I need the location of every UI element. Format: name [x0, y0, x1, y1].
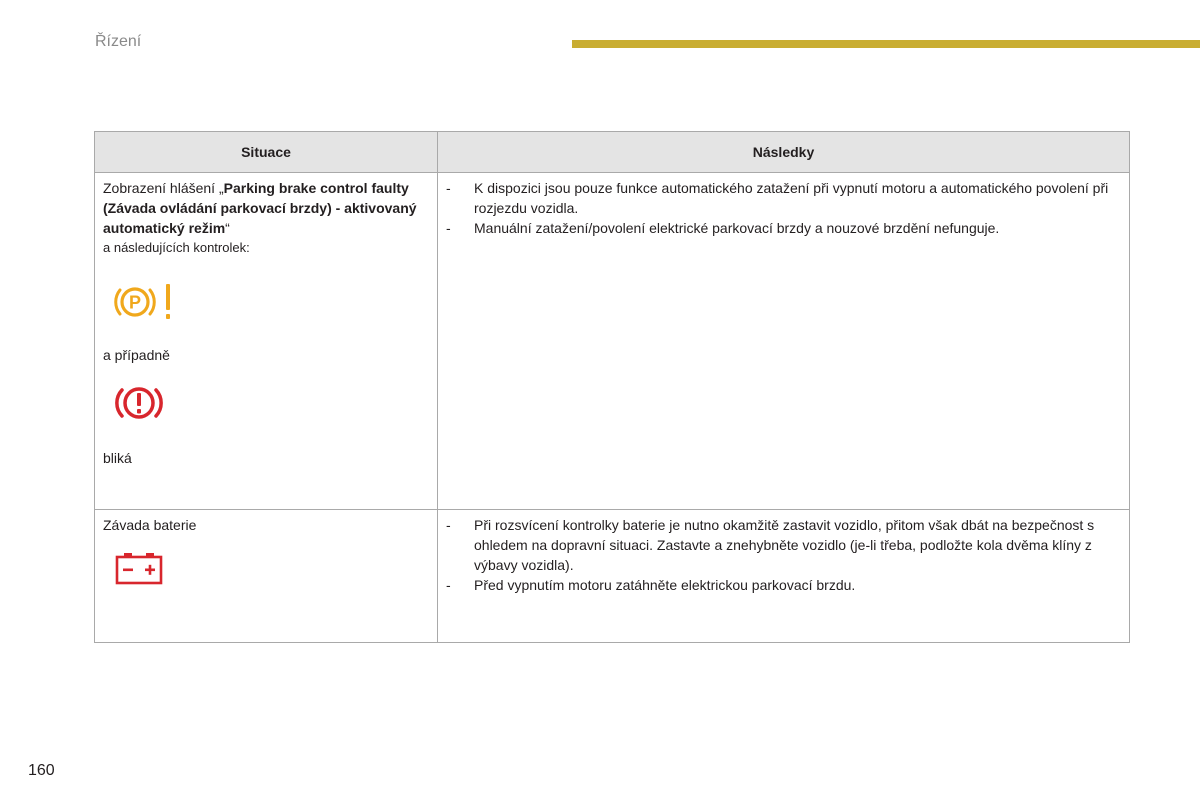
list-item-text: K dispozici jsou pouze funkce automatického zatažení při vypnutí motoru a automatického povolení při rozjezdu vozidla. [474, 180, 1109, 216]
battery-fault-label: Závada baterie [103, 517, 197, 533]
column-header-consequences: Následky [438, 132, 1130, 173]
column-header-situation: Situace [95, 132, 438, 173]
consequences-list [446, 515, 1121, 595]
list-item [446, 178, 1121, 218]
list-dash: - [446, 180, 451, 196]
table-row [95, 510, 1130, 643]
flashing-text: bliká [103, 450, 132, 466]
section-title: Řízení [95, 33, 142, 50]
list-item [446, 515, 1121, 575]
situation-consequence-table [94, 131, 1130, 643]
warning-message-bold: Parking brake control faulty (Závada ovládání parkovací brzdy) - aktivovaný automatický režim [103, 180, 417, 236]
and-possibly-text: a případně [103, 347, 170, 363]
list-item-text: Při rozsvícení kontrolky baterie je nutno okamžitě zastavit vozidlo, přitom však dbát na bezpečnost s ohledem na dopravní situaci. Zastavte a znehybněte vozidlo (je-li třeba, podložte kola dvěma klíny z výbavy vozidla). [474, 517, 1095, 573]
list-item [446, 575, 1121, 595]
list-dash: - [446, 577, 451, 593]
table-row [95, 173, 1130, 510]
list-item-text: Před vypnutím motoru zatáhněte elektrickou parkovací brzdu. [474, 577, 856, 593]
svg-text:P: P [128, 292, 142, 313]
situation-cell [95, 510, 438, 643]
consequences-cell [438, 173, 1130, 510]
consequences-cell [438, 510, 1130, 643]
consequences-list [446, 178, 1121, 238]
battery-warning-icon [103, 535, 429, 590]
list-dash: - [446, 220, 451, 236]
brake-warning-icon [103, 365, 429, 432]
list-item [446, 218, 1121, 238]
page-number: 160 [28, 762, 55, 779]
lamps-intro-text: a následujících kontrolek: [103, 240, 250, 255]
list-dash: - [446, 517, 451, 533]
situation-cell [95, 173, 438, 510]
warning-message-text [103, 178, 429, 238]
table-header-row [95, 132, 1130, 173]
list-item-text: Manuální zatažení/povolení elektrické parkovací brzdy a nouzové brzdění nefunguje. [474, 220, 1000, 236]
quote-open: Zobrazení hlášení „ [103, 180, 224, 196]
parking-brake-warning-icon [103, 258, 429, 329]
quote-close: “ [225, 220, 230, 236]
header-accent-bar [572, 40, 1200, 48]
